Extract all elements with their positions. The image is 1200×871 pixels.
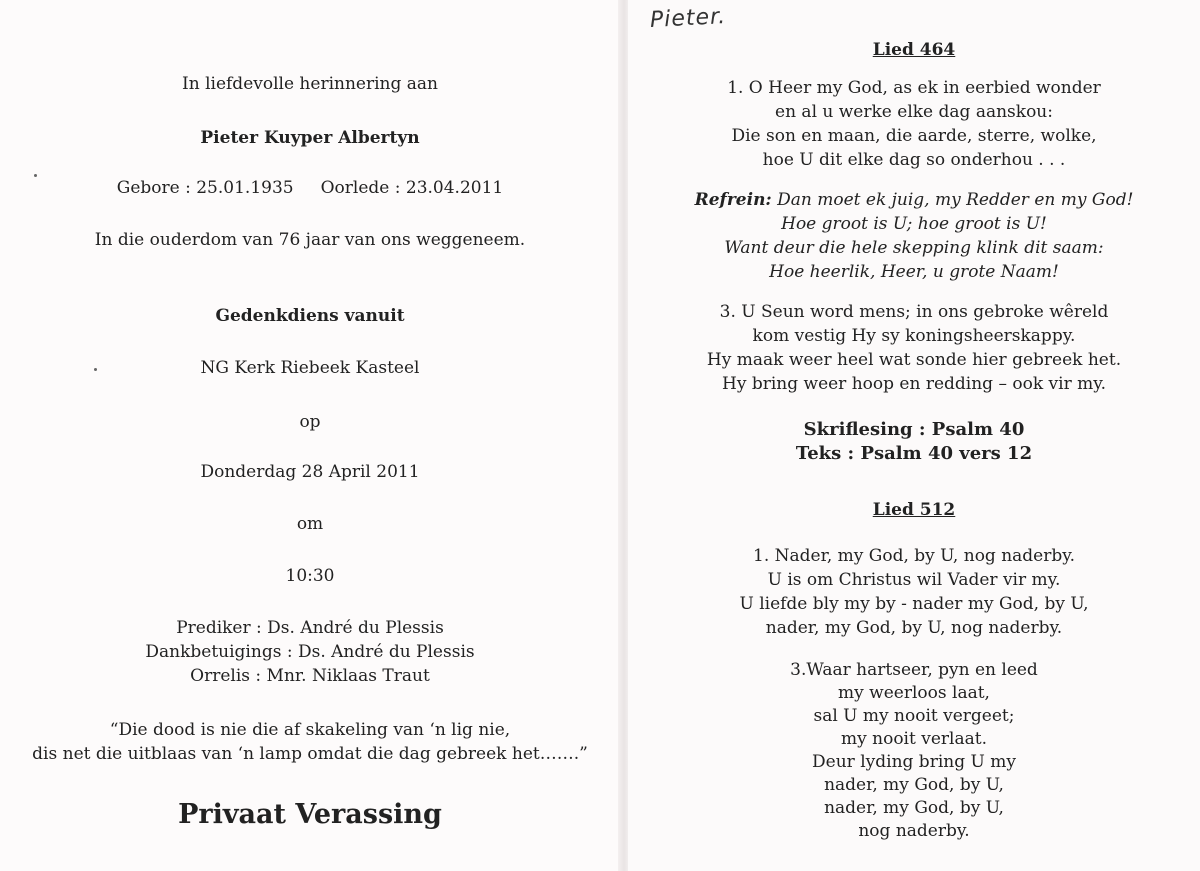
hymn1-verse3-line: Hy maak weer heel wat sonde hier gebreek het.	[706, 350, 1122, 370]
official-organist: Orrelis : Mnr. Niklaas Traut	[190, 666, 430, 686]
hymn2-verse1-line: 1. Nader, my God, by U, nog naderby.	[753, 546, 1075, 566]
hymn1-title: Lied 464	[872, 40, 956, 60]
cremation-notice: Privaat Verassing	[178, 799, 442, 830]
hymn2-verse3-line: sal U my nooit vergeet;	[813, 706, 1015, 726]
scripture-reading: Skriflesing : Psalm 40	[803, 419, 1025, 440]
op-text: op	[299, 412, 321, 432]
deceased-name: Pieter Kuyper Albertyn	[200, 128, 420, 148]
refrain-line: Hoe groot is U; hoe groot is U!	[781, 214, 1047, 234]
hymn2-verse1-line: U liefde bly my by - nader my God, by U,	[739, 594, 1089, 614]
birth-death-dates: Gebore : 25.01.1935 Oorlede : 23.04.2011	[116, 178, 504, 198]
quote-line-2: dis net die uitblaas van ‘n lamp omdat die dag gebreek het…….”	[32, 744, 588, 764]
hymn2-verse3-line: nader, my God, by U,	[824, 798, 1004, 818]
hymn1-verse3-line: 3. U Seun word mens; in ons gebroke wêreld	[719, 302, 1109, 322]
hymn2-verse3-line: nader, my God, by U,	[824, 775, 1004, 795]
intro-text: In liefdevolle herinnering aan	[182, 74, 438, 94]
hymn2-verse3-line: 3.Waar hartseer, pyn en leed	[790, 660, 1038, 680]
scan-speck	[94, 368, 97, 371]
sermon-text: Teks : Psalm 40 vers 12	[795, 443, 1033, 464]
hymn2-verse1-line: U is om Christus wil Vader vir my.	[767, 570, 1061, 590]
refrain-text: Dan moet ek juig, my Redder en my God!	[777, 190, 1134, 210]
hymn1-verse3-line: kom vestig Hy sy koningsheerskappy.	[752, 326, 1076, 346]
hymn2-verse3-line: my nooit verlaat.	[841, 729, 987, 749]
quote-line-1: “Die dood is nie die af skakeling van ‘n lig nie,	[109, 720, 511, 740]
official-thanks: Dankbetuigings : Ds. André du Plessis	[145, 642, 475, 662]
venue: NG Kerk Riebeek Kasteel	[200, 358, 420, 378]
scan-speck	[34, 174, 37, 177]
hymn2-title: Lied 512	[872, 500, 956, 520]
right-page	[628, 0, 1200, 871]
hymn1-verse1-line: en al u werke elke dag aanskou:	[775, 102, 1053, 122]
hymn1-verse3-line: Hy bring weer hoop en redding – ook vir my.	[722, 374, 1106, 394]
hymn1-verse1-line: hoe U dit elke dag so onderhou . . .	[762, 150, 1066, 170]
handwritten-note: Pieter.	[649, 4, 727, 33]
hymn1-verse1-line: Die son en maan, die aarde, sterre, wolke,	[731, 126, 1097, 146]
hymn2-verse3-line: my weerloos laat,	[838, 683, 990, 703]
hymn1-verse1-line: 1. O Heer my God, as ek in eerbied wonder	[727, 78, 1101, 98]
hymn2-verse3-line: nog naderby.	[858, 821, 970, 841]
refrain-line: Hoe heerlik, Heer, u grote Naam!	[769, 262, 1059, 282]
hymn2-verse3-line: Deur lyding bring U my	[812, 752, 1016, 772]
service-date: Donderdag 28 April 2011	[200, 462, 420, 482]
service-heading: Gedenkdiens vanuit	[215, 306, 405, 326]
refrain-line: Want deur die hele skepping klink dit saam:	[724, 238, 1104, 258]
refrain-label: Refrein:	[694, 190, 772, 210]
age-line: In die ouderdom van 76 jaar van ons weggeneem.	[94, 230, 526, 250]
service-time: 10:30	[285, 566, 335, 586]
hymn2-verse1-line: nader, my God, by U, nog naderby.	[765, 618, 1063, 638]
om-text: om	[296, 514, 324, 534]
refrain-line	[628, 188, 1200, 212]
official-preacher: Prediker : Ds. André du Plessis	[176, 618, 444, 638]
